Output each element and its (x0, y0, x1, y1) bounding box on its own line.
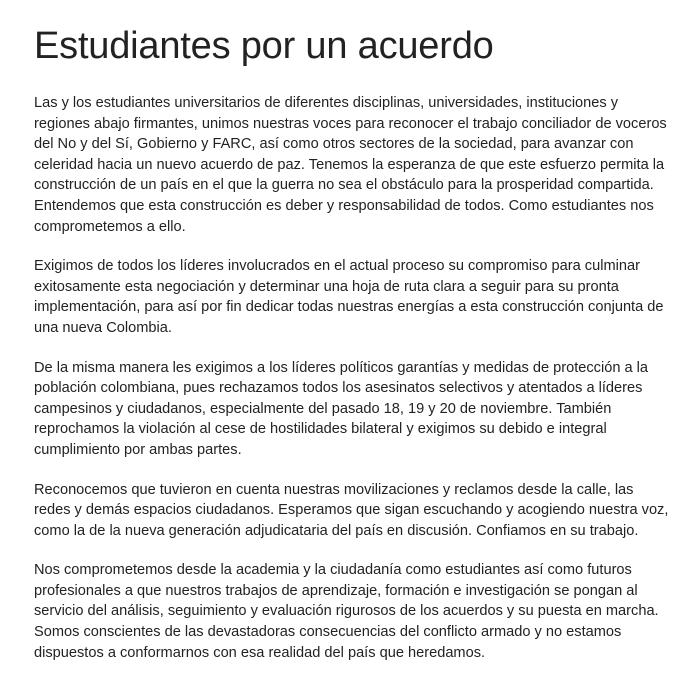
page-title: Estudiantes por un acuerdo (34, 25, 494, 67)
document-page (34, 24, 674, 682)
paragraph-5: Nos comprometemos desde la academia y la ciudadanía como estudiantes así como futuros profesionales a que nuestros trabajos de aprendizaje, formación e investigación se pongan al servicio del análisis, seguimiento y evaluación rigurosos de los acuerdos y su puesta en marcha. Somos conscientes de las devastadoras consecuencias del conflicto armado y no estamos dispuestos a conformarnos con esa realidad del país que heredamos. (34, 562, 659, 661)
paragraph-1: Las y los estudiantes universitarios de diferentes disciplinas, universidades, instituciones y regiones abajo firmantes, unimos nuestras voces para reconocer el trabajo conciliador de voceros del No y del Sí, Gobierno y FARC, así como otros sectores de la sociedad, para avanzar con celeridad hacia un nuevo acuerdo de paz. Tenemos la esperanza de que este esfuerzo permita la construcción de un país en el que la guerra no sea el obstáculo para la prosperidad compartida. Entendemos que esta construcción es deber y responsabilidad de todos. Como estudiantes nos comprometemos a ello. (34, 95, 667, 235)
document-body (34, 93, 674, 663)
paragraph-2: Exigimos de todos los líderes involucrados en el actual proceso su compromiso para culminar exitosamente esta negociación y determinar una hoja de ruta clara a seguir para su pronta implementación, para así por fin dedicar todas nuestras energías a esta construcción conjunta de una nueva Colombia. (34, 258, 664, 336)
paragraph-4: Reconocemos que tuvieron en cuenta nuestras movilizaciones y reclamos desde la calle, las redes y demás espacios ciudadanos. Esperamos que sigan escuchando y acogiendo nuestra voz, como la de la nueva generación adjudicataria del país en discusión. Confiamos en su trabajo. (34, 481, 669, 539)
paragraph-3: De la misma manera les exigimos a los líderes políticos garantías y medidas de protección a la población colombiana, pues rechazamos todos los asesinatos selectivos y atentados a líderes campesinos y ciudadanos, especialmente del pasado 18, 19 y 20 de noviembre. También reprochamos la violación al cese de hostilidades bilateral y exigimos su debido e integral cumplimiento por ambas partes. (34, 359, 649, 458)
